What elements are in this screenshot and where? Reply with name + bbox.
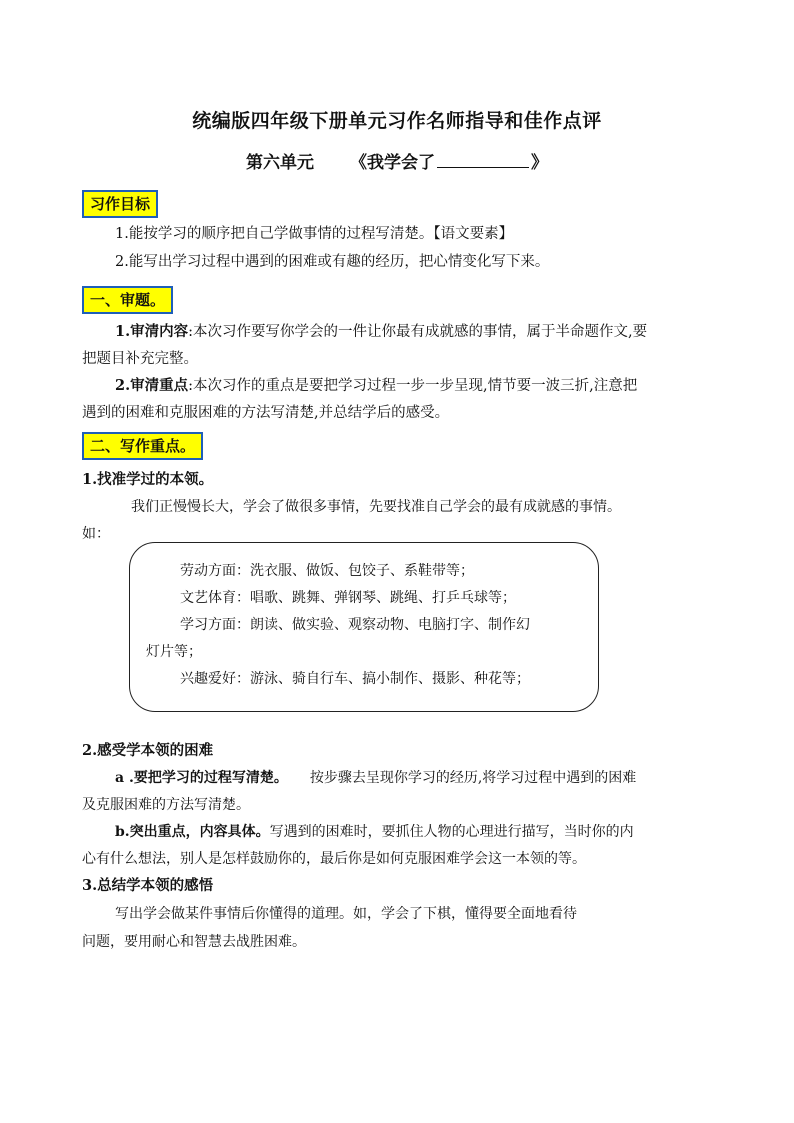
example-study-cont: 灯片等；	[146, 644, 202, 660]
topic-open: 《我学会了	[350, 153, 435, 173]
goals-tag: 习作目标	[82, 190, 158, 218]
writing-s2a-text-1: 按步骤去呈现你学习的经历,将学习过程中遇到的困难	[309, 770, 637, 786]
example-arts: 文艺体育：唱歌、跳舞、弹钢琴、跳绳、打乒乓球等；	[180, 590, 516, 606]
page-subtitle	[0, 148, 794, 173]
writing-s1-text: 我们正慢慢长大，学会了做很多事情，先要找准自己学会的最有成就感的事情。	[131, 499, 621, 515]
writing-s2b-text-1: 写遇到的困难时，要抓住人物的心理进行描写，当时你的内	[269, 824, 634, 840]
writing-s2-heading: 2.感受学本领的困难	[82, 742, 214, 759]
example-hobbies: 兴趣爱好：游泳、骑自行车、搞小制作、摄影、种花等；	[180, 671, 530, 687]
example-label: 如：	[82, 526, 110, 542]
writing-s2a-label: a .要把学习的过程写清楚。	[115, 770, 288, 786]
example-study: 学习方面：朗读、做实验、观察动物、电脑打字、制作幻	[180, 617, 530, 633]
goal-item-1: 1.能按学习的顺序把自己学做事情的过程写清楚。【语文要素】	[115, 226, 514, 242]
topic-close: 》	[531, 153, 548, 173]
writing-s2a	[115, 768, 636, 788]
topic-blank	[437, 152, 529, 168]
review-focus-text-2: 遇到的困难和克服困难的方法写清楚,并总结学后的感受。	[82, 405, 450, 421]
review-content-text-1: :本次习作要写你学会的一件让你最有成就感的事情，属于半命题作文,要	[188, 324, 648, 340]
review-tag: 一、审题。	[82, 286, 173, 314]
writing-s2b-text-2: 心有什么想法，别人是怎样鼓励你的，最后你是如何克服困难学会这一本领的等。	[82, 851, 586, 867]
writing-s3-text-1: 写出学会做某件事情后你懂得的道理。如，学会了下棋，懂得要全面地看待	[115, 906, 577, 922]
goal-item-2: 2.能写出学习过程中遇到的困难或有趣的经历，把心情变化写下来。	[115, 254, 550, 270]
writing-s2a-text-2: 及克服困难的方法写清楚。	[82, 797, 250, 813]
review-focus-text-1: :本次习作的重点是要把学习过程一步一步呈现,情节要一波三折,注意把	[188, 378, 638, 394]
unit-label: 第六单元	[246, 153, 314, 173]
writing-s2b-label: b.突出重点，内容具体。	[115, 824, 270, 840]
page-title: 统编版四年级下册单元习作名师指导和佳作点评	[192, 110, 602, 132]
example-labor: 劳动方面：洗衣服、做饭、包饺子、系鞋带等；	[180, 563, 474, 579]
review-content-text-2: 把题目补充完整。	[82, 351, 198, 367]
review-focus-label: 2.审清重点	[115, 377, 189, 394]
writing-tag: 二、写作重点。	[82, 432, 203, 460]
review-content-paragraph	[82, 318, 722, 373]
writing-s1-heading: 1.找准学过的本领。	[82, 471, 214, 488]
writing-s2b	[115, 822, 634, 842]
writing-s3-text-2: 问题，要用耐心和智慧去战胜困难。	[82, 934, 306, 950]
review-content-label: 1.审清内容	[115, 323, 189, 340]
writing-s3-heading: 3.总结学本领的感悟	[82, 877, 214, 894]
review-focus-paragraph	[82, 372, 722, 427]
